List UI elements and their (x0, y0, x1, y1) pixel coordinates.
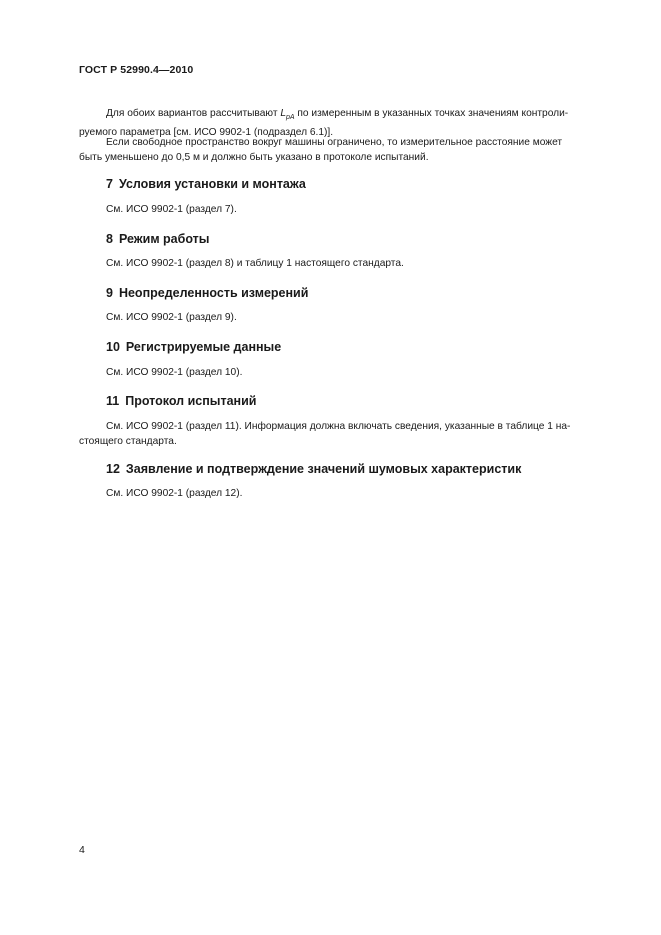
section-title: Условия установки и монтажа (118, 177, 306, 191)
section-title: Неопределенность измерений (118, 286, 309, 300)
section-7-heading (106, 177, 306, 191)
intro-paragraph-2 (79, 135, 614, 165)
section-7-body (106, 202, 614, 217)
section-title: Протокол испытаний (125, 394, 257, 408)
section-8-heading (106, 232, 209, 246)
intro-paragraph-2-text: Если свободное пространство вокруг машины ограничено, то измерительное расстояние может (106, 137, 563, 148)
section-number: 9 (106, 286, 113, 300)
lpa-symbol (280, 108, 294, 119)
lpa-symbol-sub: pA (285, 114, 295, 121)
intro-paragraph-1-line-1 (79, 106, 614, 125)
intro-paragraph-2-line-2: быть уменьшено до 0,5 м и должно быть указано в протоколе испытаний. (79, 152, 429, 163)
section-11-heading (106, 394, 256, 408)
intro-paragraph-1-line-2: руемого параметра [см. ИСО 9902-1 (подраздел 6.1)]. (79, 127, 334, 138)
section-body-text: См. ИСО 9902-1 (раздел 11). Информация должна включать сведения, указанные в таблице 1 на- (106, 421, 571, 432)
section-number: 7 (106, 177, 113, 191)
section-title: Заявление и подтверждение значений шумовых характеристик (125, 462, 522, 476)
intro-text: Для обоих вариантов рассчитывают (106, 108, 281, 119)
section-9-body (106, 310, 614, 325)
section-number: 11 (106, 394, 120, 408)
section-10-heading (106, 340, 281, 354)
intro-paragraph-2-line-1 (79, 135, 614, 150)
intro-text-cont: по измеренным в указанных точках значениям контроли- (294, 108, 569, 119)
section-8-body (106, 256, 614, 271)
section-number: 8 (106, 232, 113, 246)
document-header: ГОСТ Р 52990.4—2010 (79, 64, 194, 76)
section-body-text: См. ИСО 9902-1 (раздел 8) и таблицу 1 настоящего стандарта. (106, 258, 404, 269)
section-11-body (79, 419, 614, 449)
section-body-text: См. ИСО 9902-1 (раздел 9). (106, 312, 237, 323)
section-number: 12 (106, 462, 120, 476)
section-12-heading (106, 462, 521, 476)
section-body-text: См. ИСО 9902-1 (раздел 12). (106, 488, 243, 499)
section-12-body (106, 486, 614, 501)
section-body-text: См. ИСО 9902-1 (раздел 10). (106, 367, 243, 378)
section-body-text-cont: стоящего стандарта. (79, 436, 177, 447)
lpa-symbol-main: L (280, 108, 286, 119)
section-9-heading (106, 286, 308, 300)
section-10-body (106, 365, 614, 380)
section-number: 10 (106, 340, 120, 354)
section-title: Режим работы (118, 232, 210, 246)
section-body-text: См. ИСО 9902-1 (раздел 7). (106, 204, 237, 215)
section-title: Регистрируемые данные (125, 340, 282, 354)
page-number: 4 (79, 844, 85, 856)
